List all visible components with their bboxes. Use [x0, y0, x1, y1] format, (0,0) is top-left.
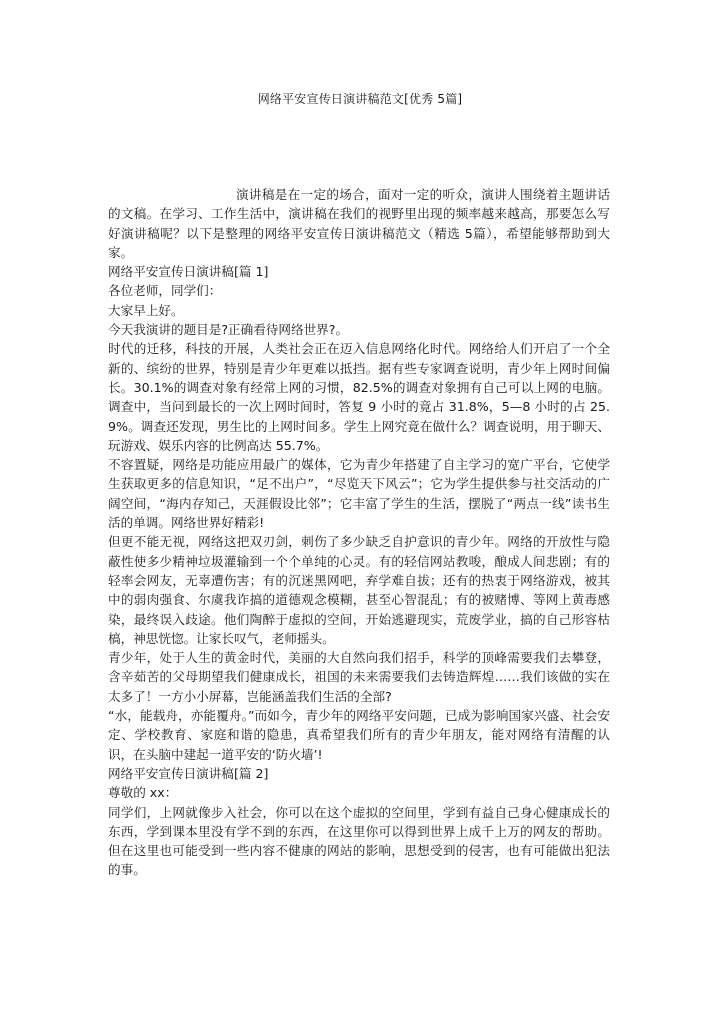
body-paragraph: 同学们，上网就像步入社会，你可以在这个虚拟的空间里，学到有益自己身心健康成长的东西，学到课本里没有学不到的东西，在这里你可以得到世界上成千上万的网友的帮助。但在这里也可能受到一些内容不健康的网站的影响，思想受到的侵害，也有可能做出犯法的事。 — [108, 804, 610, 878]
body-paragraph: 时代的迁移，科技的开展，人类社会正在迈入信息网络化时代。网络给人们开启了一个全新的、缤纷的世界，特别是青少年更难以抵挡。据有些专家调查说明，青少年上网时间偏长。30.1%的调查对象有经常上网的习惯，82.5%的调查对象拥有自己可以上网的电脑。调查中，当问到最长的一次上网时间时，答复 9 小时的竟占 31.8%，5—8 小时的占 25.9%。调查还发现，男生比的上网时间多。学生上网究竟在做什么？调查说明，用于聊天、玩游戏、娱乐内容的比例高达 55.7%。 — [108, 341, 610, 453]
body-paragraph: 不容置疑，网络是功能应用最广的媒体，它为青少年搭建了自主学习的宽广平台，它使学生获取更多的信息知识，“足不出户”，“尽览天下风云”；它为学生提供参与社交活动的广阔空间，“海内存知己，天涯假设比邻”；它丰富了学生的生活，摆脱了“两点一线”读书生活的单调。网络世界好精彩! — [108, 457, 610, 531]
salutation: 尊敬的 xx： — [108, 785, 178, 801]
speech-topic: 今天我演讲的题目是?正确看待网络世界?。 — [108, 322, 349, 338]
intro-paragraph: 演讲稿是在一定的场合，面对一定的听众，演讲人围绕着主题讲话的文稿。在学习、工作生活中，演讲稿在我们的视野里出现的频率越来越高，那要怎么写好演讲稿呢？以下是整理的网络平安宣传日演讲稿范文（精选 5篇），希望能够帮助到大家。 — [108, 187, 610, 260]
greeting: 大家早上好。 — [108, 302, 184, 318]
body-paragraph: 青少年，处于人生的黄金时代，美丽的大自然向我们招手，科学的顶峰需要我们去攀登，含辛茹苦的父母期望我们健康成长，祖国的未来需要我们去铸造辉煌……我们该做的实在太多了！一方小小屏幕，岂能涵盖我们生活的全部? — [108, 650, 610, 704]
body-paragraph: “水，能载舟，亦能覆舟。”而如今，青少年的网络平安问题，已成为影响国家兴盛、社会安定、学校教育、家庭和谐的隐患，真希望我们所有的青少年朋友，能对网络有清醒的认识，在头脑中建起一道平安的‘防火墙’! — [108, 708, 610, 762]
salutation: 各位老师，同学们： — [108, 283, 222, 299]
body-paragraph: 但更不能无视，网络这把双刃剑，刺伤了多少缺乏自护意识的青少年。网络的开放性与隐蔽性使多少精神垃圾灌输到一个个单纯的心灵。有的轻信网站教唆，酿成人间悲剧；有的轻率会网友，无辜遭伤害；有的沉迷黑网吧，弃学难自拔；还有的热衷于网络游戏，被其中的弱肉强食、尔虞我诈搞的道德观念模糊，甚至心智混乱；有的被赌博、等网上黄毒感染，最终误入歧途。他们陶醉于虚拟的空间，开始逃避现实，荒废学业，搞的自己形容枯槁，神思恍惚。让家长叹气，老师摇头。 — [108, 534, 610, 646]
section-heading-2: 网络平安宣传日演讲稿[篇 2] — [108, 765, 269, 781]
section-heading-1: 网络平安宣传日演讲稿[篇 1] — [108, 264, 269, 280]
document-title: 网络平安宣传日演讲稿范文[优秀 5篇] — [257, 92, 463, 106]
document-body — [108, 185, 610, 880]
